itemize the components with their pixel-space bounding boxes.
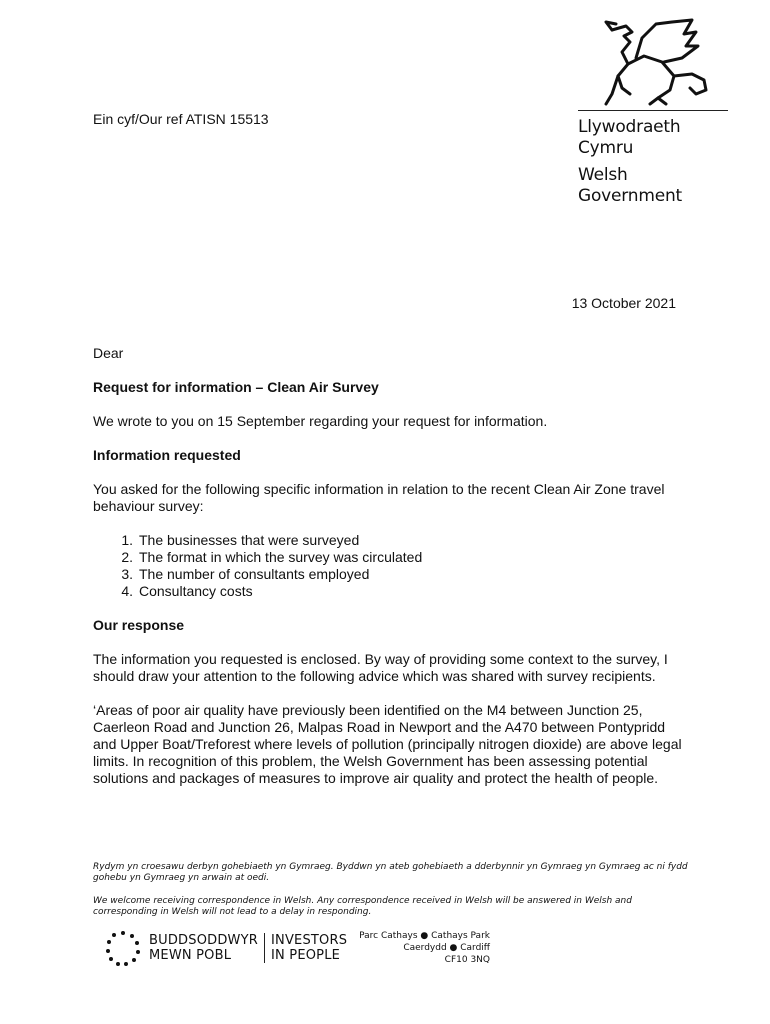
welsh-government-logo [578,18,732,207]
quote-paragraph: ‘Areas of poor air quality have previously been identified on the M4 between Junction 25, Caerleon Road and Junction 26, Malpas Road in Newport and the A470 between Pontypridd and Upper Boat/Treforest where levels of pollution (principally nitrogen dioxide) are above legal limits. In recognition of this problem, the Welsh Government has been assessing potential solutions and packages of measures to improve air quality and protect the health of people. [93,702,682,786]
logo-name-english: Welsh Government [578,165,683,206]
request-paragraph: You asked for the following specific information in relation to the recent Clean Air Zone travel behaviour survey: [93,481,665,514]
welsh-language-note: Rydym yn croesawu derbyn gohebiaeth yn Gymraeg. Byddwn yn ateb gohebiaeth a dderbynnir yn Gymraeg yn Gymraeg ac ni fydd gohebu yn Gymraeg yn arwain at oedi. [93,862,688,883]
letter-date: 13 October 2021 [571,295,676,311]
list-item: 2. The format in which the survey was circulated [121,549,423,565]
response-paragraph: The information you requested is enclosed. By way of providing some context to the survey, I should draw your attention to the following advice which was shared with survey recipients. [93,651,668,684]
letter-subject: Request for information – Clean Air Survey [93,379,379,395]
wreath-icon [105,930,141,966]
iip-english: INVESTORS IN PEOPLE [271,933,348,963]
section-heading-our-response: Our response [93,617,185,633]
letter-body [93,345,688,804]
investors-in-people-logo [105,930,347,966]
postal-address: Parc Cathays ● Cathays Park Caerdydd ● Cardiff CF10 3NQ [359,931,490,965]
list-item: 4. Consultancy costs [121,583,253,599]
request-list [93,532,688,600]
dragon-icon [592,18,712,106]
reference-number: Ein cyf/Our ref ATISN 15513 [93,111,269,127]
logo-name-welsh: Llywodraeth Cymru [578,117,681,158]
logo-rule [578,110,728,111]
iip-welsh: BUDDSODDWYR MEWN POBL [149,933,265,963]
english-language-note: We welcome receiving correspondence in Welsh. Any correspondence received in Welsh will be answered in Welsh and corresponding in Welsh will not lead to a delay in responding. [93,896,632,917]
section-heading-information-requested: Information requested [93,447,241,463]
intro-paragraph: We wrote to you on 15 September regarding your request for information. [93,413,548,429]
list-item: 1. The businesses that were surveyed [121,532,360,548]
salutation: Dear [93,345,124,361]
list-item: 3. The number of consultants employed [121,566,370,582]
